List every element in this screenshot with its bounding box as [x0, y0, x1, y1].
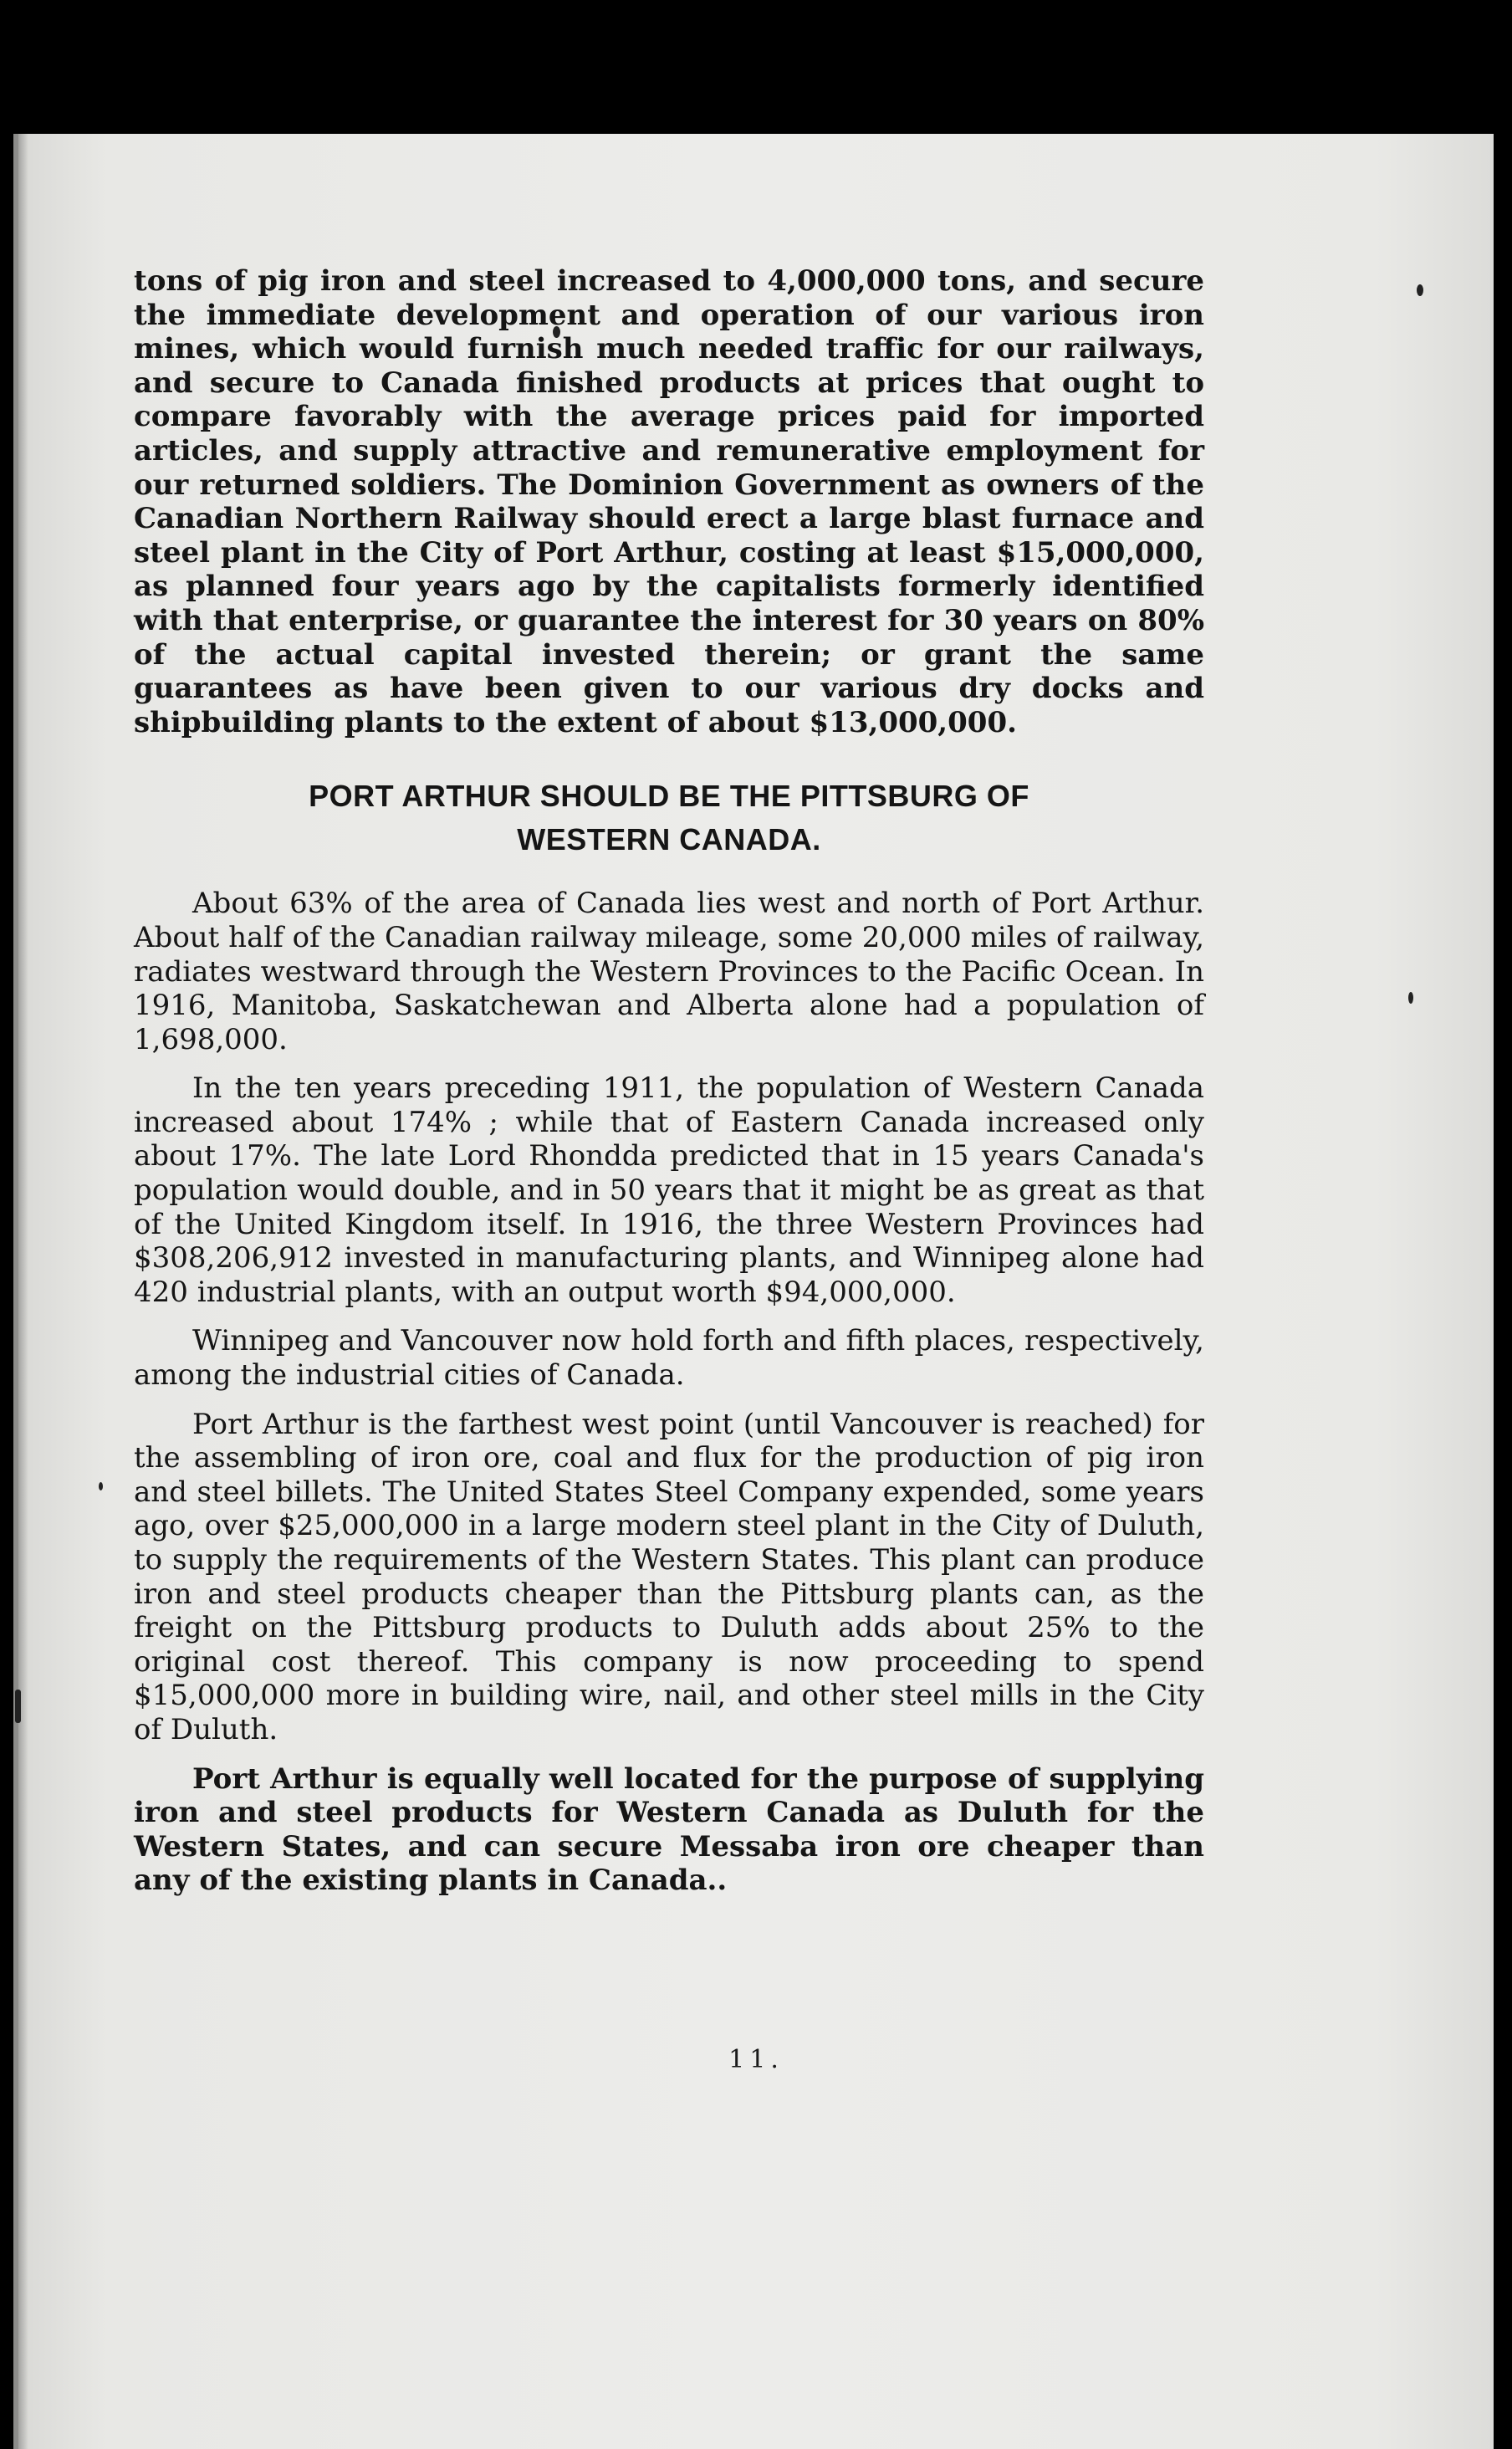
- paragraph-1: tons of pig iron and steel increased to 4,000,000 tons, and secure the immediate development and operation of our various iron mines, which would furnish much needed traffic for our railways, and secure to Canada finished products at prices that ought to compare favorably with the average prices paid for imported articles, and supply attractive and remunerative employment for our returned soldiers. The Dominion Government as owners of the Canadian Northern Railway should erect a large blast furnace and steel plant in the City of Port Arthur, costing at least $15,000,000, as planned four years ago by the capitalists formerly identified with that enterprise, or guarantee the interest for 30 years on 80% of the actual capital invested therein; or grant the same guarantees as have been given to our various dry docks and shipbuilding plants to the extent of about $13,000,000.: [134, 264, 1204, 739]
- paragraph-5: Port Arthur is the farthest west point (until Vancouver is reached) for the assembling of iron ore, coal and flux for the production of pig iron and steel billets. The United States Steel Company expended, some years ago, over $25,000,000 in a large modern steel plant in the City of Duluth, to supply the requirements of the Western States. This plant can produce iron and steel products cheaper than the Pittsburg plants can, as the freight on the Pittsburg products to Duluth adds about 25% to the original cost thereof. This company is now proceeding to spend $15,000,000 more in building wire, nail, and other steel mills in the City of Duluth.: [134, 1407, 1204, 1746]
- scan-speck: [15, 1690, 21, 1723]
- heading-line-2: WESTERN CANADA.: [517, 822, 821, 857]
- page-text: [134, 264, 1204, 1898]
- scan-speck: [1417, 284, 1423, 296]
- page-number: 11.: [728, 2045, 784, 2074]
- binding-shadow: [13, 134, 28, 2449]
- scan-speck: [1408, 992, 1413, 1004]
- paragraph-3: In the ten years preceding 1911, the population of Western Canada increased about 174% ; while that of Eastern Canada increased only about 17%. The late Lord Rhondda predicted that in 15 years Canada's population would double, and in 50 years that it might be as great as that of the United Kingdom itself. In 1916, the three Western Provinces had $308,206,912 invested in manufacturing plants, and Winnipeg alone had 420 industrial plants, with an output worth $94,000,000.: [134, 1071, 1204, 1309]
- section-heading: [134, 775, 1204, 861]
- paragraph-6: Port Arthur is equally well located for the purpose of supplying iron and steel products for Western Canada as Duluth for the Western States, and can secure Messaba iron ore cheaper than any of the existing plants in Canada..: [134, 1761, 1204, 1898]
- paragraph-4: Winnipeg and Vancouver now hold forth and fifth places, respectively, among the industrial cities of Canada.: [134, 1324, 1204, 1393]
- scan-speck: [99, 1482, 103, 1490]
- paragraph-2: About 63% of the area of Canada lies west and north of Port Arthur. About half of the Canadian railway mileage, some 20,000 miles of railway, radiates westward through the Western Provinces to the Pacific Ocean. In 1916, Manitoba, Saskatchewan and Alberta alone had a population of 1,698,000.: [134, 887, 1204, 1056]
- heading-line-1: PORT ARTHUR SHOULD BE THE PITTSBURG OF: [309, 779, 1029, 814]
